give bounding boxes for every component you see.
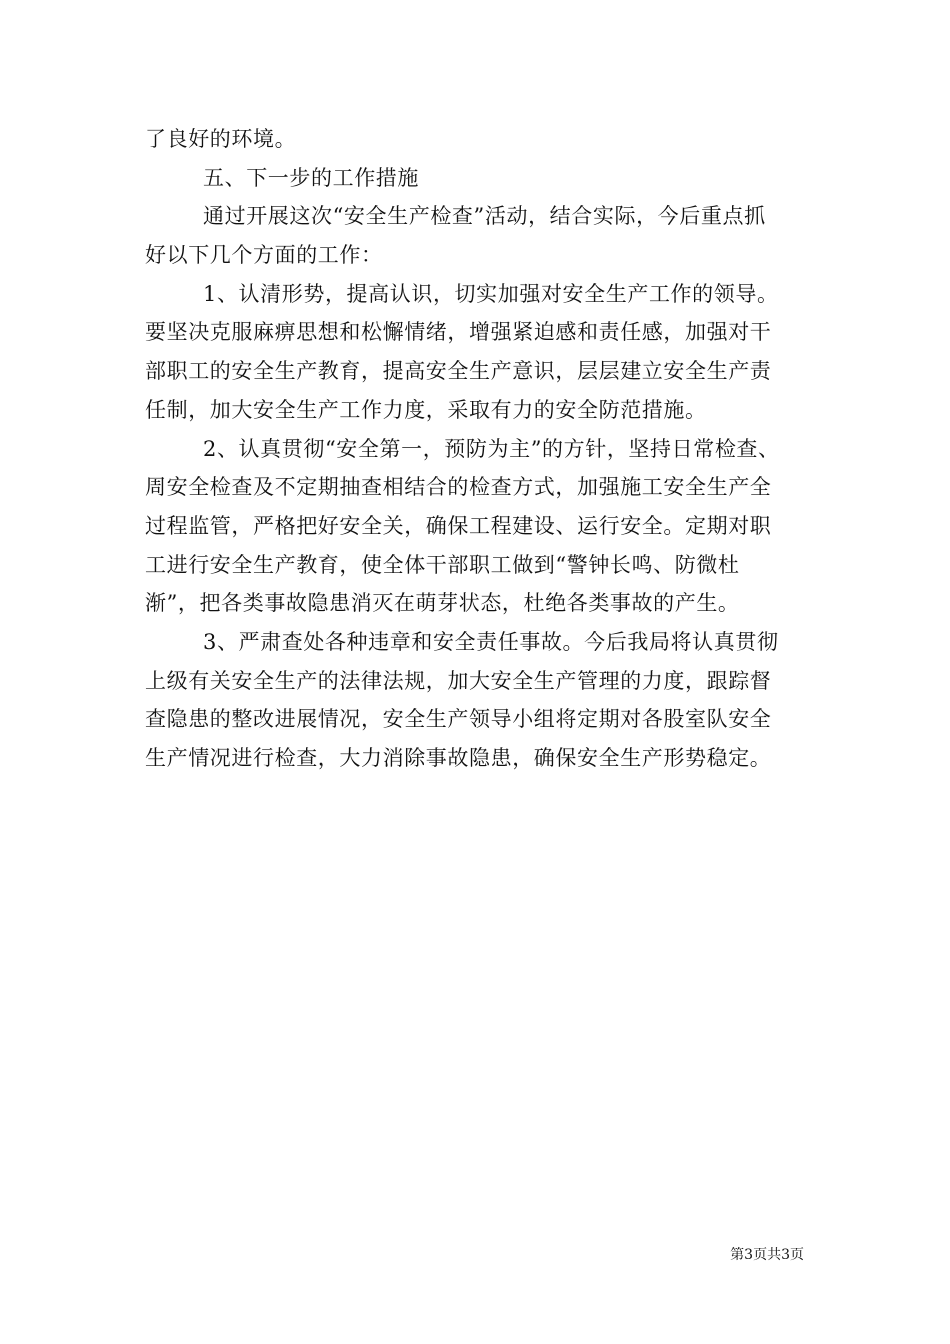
text-line: 部职工的安全生产教育，提高安全生产意识，层层建立安全生产责 [145, 359, 772, 384]
text-line: 工进行安全生产教育，使全体干部职工做到“警钟长鸣、防微杜 [145, 552, 740, 577]
text-line: 周安全检查及不定期抽查相结合的检查方式，加强施工安全生产全 [145, 475, 772, 500]
text-line: 好以下几个方面的工作： [145, 243, 383, 268]
text-line: 任制，加大安全生产工作力度，采取有力的安全防范措施。 [145, 397, 707, 422]
text-line: 要坚决克服麻痹思想和松懈情绪，增强紧迫感和责任感，加强对干 [145, 320, 772, 345]
list-item-1-line: 1、认清形势，提高认识，切实加强对安全生产工作的领导。 [203, 281, 779, 306]
list-item-2-line: 2、认真贯彻“安全第一，预防为主”的方针，坚持日常检查、 [203, 436, 780, 461]
text-line: 了良好的环境。 [145, 127, 297, 151]
page-number: 第3页共3页 [730, 1247, 804, 1263]
text-line: 上级有关安全生产的法律法规，加大安全生产管理的力度，跟踪督 [145, 668, 772, 693]
list-item-3-line: 3、严肃查处各种违章和安全责任事故。今后我局将认真贯彻 [203, 629, 779, 654]
text-line: 渐”，把各类事故隐患消灭在萌芽状态，杜绝各类事故的产生。 [145, 591, 740, 616]
text-line: 查隐患的整改进展情况，安全生产领导小组将定期对各股室队安全 [145, 707, 772, 732]
text-line: 通过开展这次“安全生产检查”活动，结合实际，今后重点抓 [203, 204, 766, 229]
section-heading: 五、下一步的工作措施 [203, 165, 419, 190]
text-line: 过程监管，严格把好安全关，确保工程建设、运行安全。定期对职 [145, 513, 772, 538]
document-body [145, 120, 810, 778]
text-line: 生产情况进行检查，大力消除事故隐患，确保安全生产形势稳定。 [145, 746, 772, 770]
